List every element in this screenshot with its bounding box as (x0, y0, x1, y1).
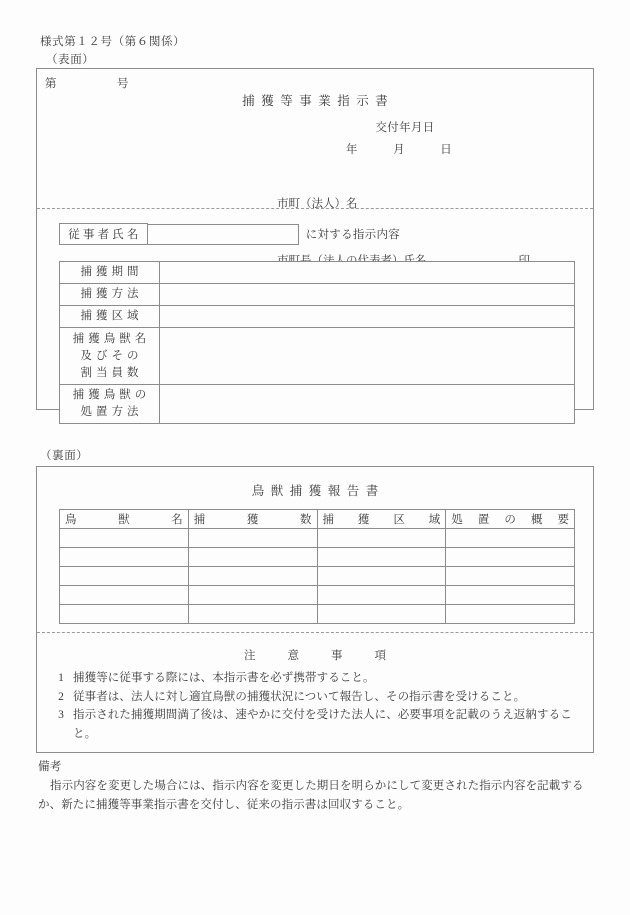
front-form-title: 捕獲等事業指示書 (242, 94, 395, 108)
cell-disposal[interactable] (446, 529, 575, 548)
table-row (60, 529, 575, 548)
table-row (60, 284, 575, 306)
worker-name-input[interactable] (148, 224, 299, 245)
row-value-capture-period[interactable] (160, 262, 575, 284)
cell-count[interactable] (188, 548, 317, 567)
front-dotted-divider (37, 208, 593, 209)
notes-title: 注意事項 (244, 650, 418, 662)
row-label-line: 捕獲鳥獣の (72, 389, 151, 401)
row-label-line: 捕獲区域 (80, 310, 143, 322)
table-row (60, 586, 575, 605)
row-label-capture-period (60, 262, 160, 284)
capture-report-body (60, 529, 575, 624)
table-row (60, 328, 575, 385)
cell-area[interactable] (317, 586, 446, 605)
row-label-line: 捕獲方法 (80, 288, 143, 300)
note-text: 従事者は、法人に対し適宜鳥獣の捕獲状況について報告し、その指示書を受けること。 (73, 690, 526, 703)
worker-name-suffix: に対する指示内容 (305, 229, 401, 241)
cell-species[interactable] (60, 567, 189, 586)
row-value-species-and-quota[interactable] (160, 328, 575, 385)
cell-species[interactable] (60, 529, 189, 548)
cell-species[interactable] (60, 605, 189, 624)
capture-report-header (60, 510, 575, 529)
cell-area[interactable] (317, 548, 446, 567)
front-form-frame (36, 68, 594, 418)
note-text: 指示された捕獲期間満了後は、速やかに交付を受けた法人に、必要事項を記載のうえ返納すること。 (73, 709, 572, 740)
row-value-capture-area[interactable] (160, 306, 575, 328)
issuer-org-label: 市町（法人）名 (277, 198, 358, 210)
front-side-label: （表面） (46, 54, 95, 66)
instruction-table-body (60, 262, 575, 424)
cell-count[interactable] (188, 605, 317, 624)
table-row (60, 262, 575, 284)
list-item (49, 688, 583, 707)
cell-count[interactable] (188, 586, 317, 605)
row-label-line: 捕獲鳥獣名 (72, 332, 151, 345)
note-number: 2 (58, 690, 64, 703)
list-item (49, 669, 583, 688)
worker-name-row (59, 223, 400, 245)
cell-area[interactable] (317, 529, 446, 548)
cell-disposal[interactable] (446, 548, 575, 567)
table-row (60, 385, 575, 424)
row-label-line: 及びその (80, 349, 143, 362)
cell-species[interactable] (60, 586, 189, 605)
table-header-row (60, 510, 575, 529)
table-row (60, 306, 575, 328)
row-value-capture-method[interactable] (160, 284, 575, 306)
row-label-line: 処置方法 (80, 406, 143, 418)
back-side-label: （裏面） (40, 450, 89, 462)
column-header-area: 捕 獲 区 域 (317, 510, 446, 529)
cell-area[interactable] (317, 605, 446, 624)
notes-list (49, 669, 583, 743)
cell-area[interactable] (317, 567, 446, 586)
back-dotted-divider (37, 632, 593, 633)
row-label-line: 割当員数 (80, 366, 143, 379)
issue-date-fields: 年 月 日 (345, 144, 453, 156)
row-value-disposal-method[interactable] (160, 385, 575, 424)
remarks-text: 指示内容を変更した場合には、指示内容を変更した期日を明らかにして変更された指示内容を記載するか、新たに捕獲等事業指示書を交付し、従来の指示書は回収すること。 (38, 780, 584, 811)
cell-disposal[interactable] (446, 605, 575, 624)
issue-block (37, 119, 593, 157)
row-label-capture-method (60, 284, 160, 306)
cell-species[interactable] (60, 548, 189, 567)
note-number: 3 (58, 709, 64, 721)
cell-count[interactable] (188, 529, 317, 548)
instruction-table (59, 261, 575, 424)
cell-disposal[interactable] (446, 586, 575, 605)
form-number: 様式第１２号（第６関係） (40, 36, 186, 48)
list-item (49, 706, 583, 743)
table-row (60, 567, 575, 586)
table-row (60, 605, 575, 624)
worker-name-label: 従事者氏名 (59, 223, 148, 245)
note-number: 1 (58, 672, 64, 684)
remarks-label: 備考 (38, 761, 62, 773)
column-header-count: 捕 獲 数 (188, 510, 317, 529)
row-label-species-and-quota (60, 328, 160, 385)
note-text: 捕獲等に従事する際には、本指示書を必ず携帯すること。 (73, 672, 375, 684)
row-label-capture-area (60, 306, 160, 328)
cell-count[interactable] (188, 567, 317, 586)
column-header-disposal-summary: 処 置 の 概 要 (446, 510, 575, 529)
back-form-frame (36, 466, 594, 753)
back-form-title: 鳥獣捕獲報告書 (251, 484, 385, 498)
column-header-species: 鳥 獣 名 (60, 510, 189, 529)
capture-report-table (59, 509, 575, 624)
row-label-disposal-method (60, 385, 160, 424)
remarks-section (38, 758, 594, 815)
cell-disposal[interactable] (446, 567, 575, 586)
document-number-line: 第 号 (45, 78, 129, 90)
table-row (60, 548, 575, 567)
row-label-line: 捕獲期間 (80, 266, 143, 278)
issue-date-label: 交付年月日 (375, 122, 435, 134)
